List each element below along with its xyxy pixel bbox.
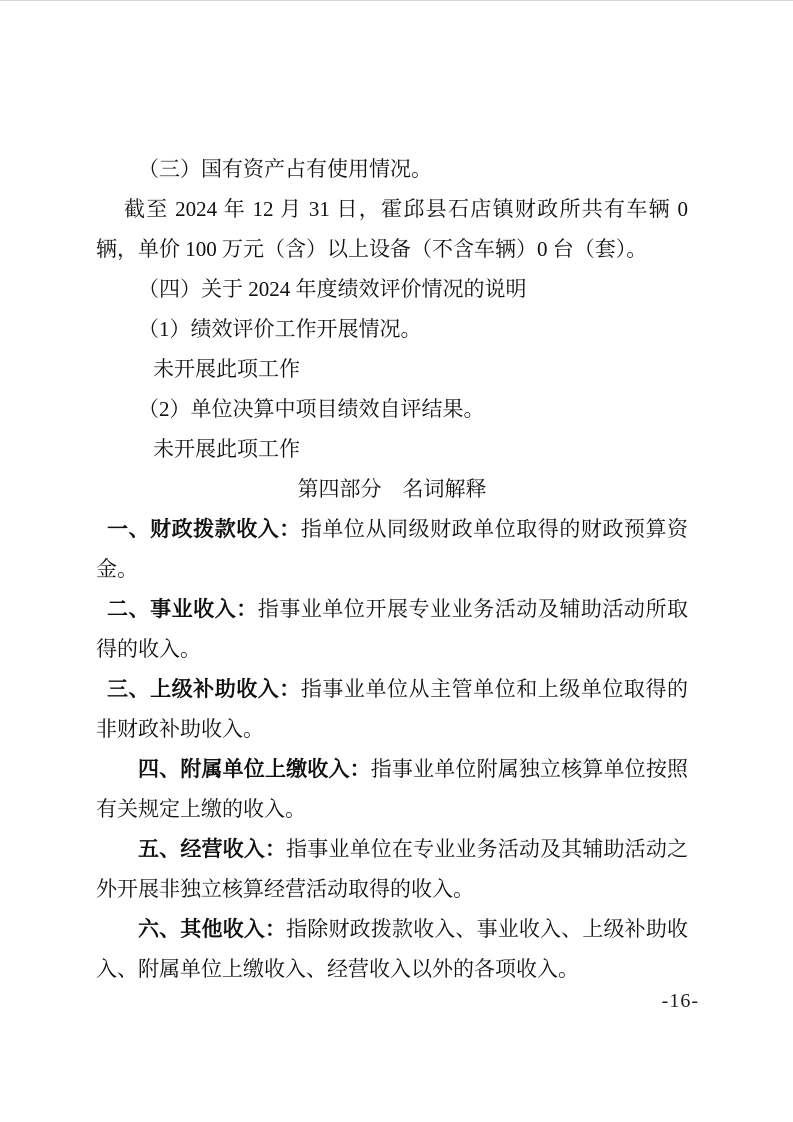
term-definition-affiliated-unit-remittance-income	[96, 749, 688, 829]
document-body	[96, 149, 688, 989]
status-text-performance-work: 未开展此项工作	[153, 357, 300, 381]
term-text: 指除财政拨款收入、事业收入、上级补助收入、附属单位上缴收入、经营收入以外的各项收入。	[96, 917, 689, 981]
term-label: 五、经营收入：	[138, 837, 287, 861]
term-text: 指事业单位在专业业务活动及其辅助活动之外开展非独立核算经营活动取得的收入。	[96, 837, 689, 901]
subsection-heading-performance-work: （1）绩效评价工作开展情况。	[138, 317, 422, 341]
term-label: 四、附属单位上缴收入：	[138, 757, 371, 781]
term-text: 指单位从同级财政单位取得的财政预算资金。	[96, 517, 689, 581]
term-label: 三、上级补助收入：	[107, 677, 301, 701]
term-label: 二、事业收入：	[107, 597, 258, 621]
term-text: 指事业单位开展专业业务活动及辅助活动所取得的收入。	[96, 597, 689, 661]
term-definition-other-income	[96, 909, 688, 989]
term-label: 一、财政拨款收入：	[107, 517, 301, 541]
term-definition-business-income	[96, 589, 688, 669]
term-definition-superior-subsidy-income	[96, 669, 688, 749]
term-label: 六、其他收入：	[138, 917, 287, 941]
term-definition-operating-income	[96, 829, 688, 909]
term-text: 指事业单位附属独立核算单位按照有关规定上缴的收入。	[96, 757, 689, 821]
subsection-heading-self-evaluation: （2）单位决算中项目绩效自评结果。	[138, 397, 485, 421]
status-text-self-evaluation: 未开展此项工作	[153, 437, 300, 461]
term-text: 指事业单位从主管单位和上级单位取得的非财政补助收入。	[96, 677, 689, 741]
paragraph-asset-usage: 截至 2024 年 12 月 31 日，霍邱县石店镇财政所共有车辆 0 辆，单价 100 万元（含）以上设备（不含车辆）0 台（套）。	[96, 197, 688, 261]
page-number: -16-	[661, 990, 699, 1012]
part-four-title: 第四部分 名词解释	[297, 477, 487, 501]
section-heading-performance: （四）关于 2024 年度绩效评价情况的说明	[138, 277, 527, 301]
section-heading-asset-usage: （三）国有资产占有使用情况。	[138, 157, 432, 181]
term-definition-fiscal-appropriation-income	[96, 509, 688, 589]
